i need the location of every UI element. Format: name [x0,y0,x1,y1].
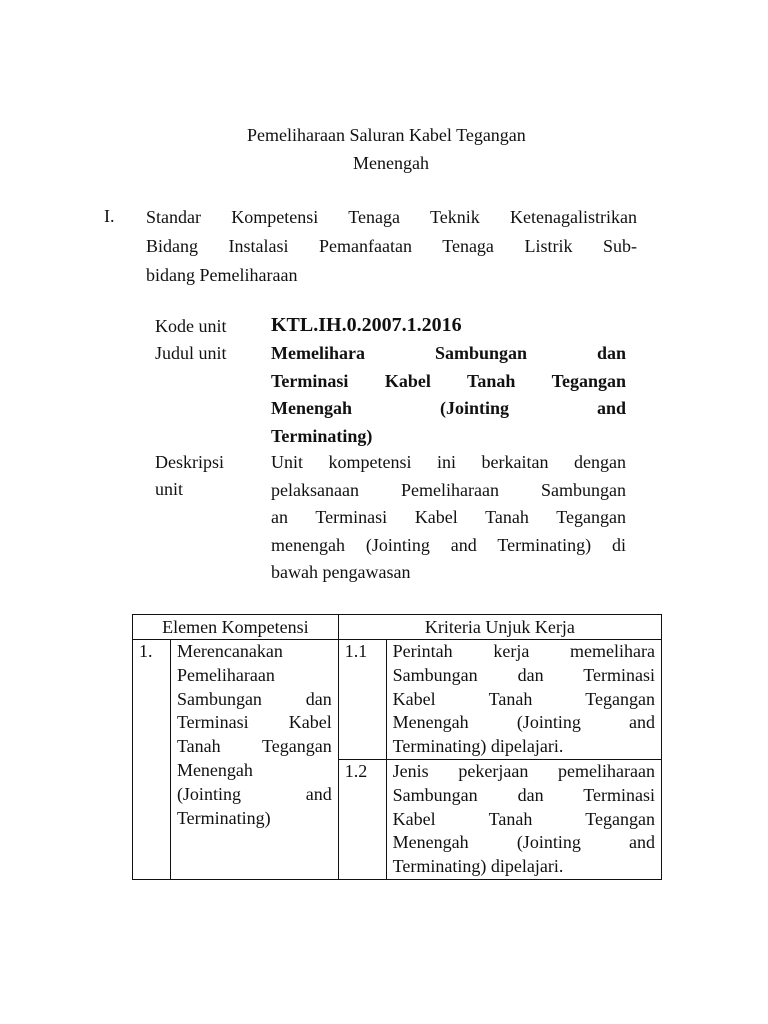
criteria-text [386,640,661,760]
criteria-line: Terminating) dipelajari. [392,856,564,877]
element-number: 1. [133,640,171,880]
criteria-text [386,759,661,879]
criteria-line: Jenis pekerjaan pemeliharaan [392,760,655,781]
judul-unit-line: Memelihara Sambungan dan [271,343,626,363]
deskripsi-label-line: Deskripsi [155,452,224,472]
criteria-number: 1.2 [338,759,386,879]
criteria-line: Menengah (Jointing and [392,712,655,733]
section-heading [146,203,637,290]
kode-unit-value: KTL.IH.0.2007.1.2016 [271,314,462,336]
judul-unit-line: Terminasi Kabel Tanah Tegangan [271,370,626,391]
element-line: Tanah Tegangan [176,736,332,757]
judul-unit-value [271,340,626,450]
section-heading-line: Standar Kompetensi Tenaga Teknik Ketenagalistrikan [146,207,637,227]
element-line: Terminasi Kabel [176,712,332,733]
deskripsi-line: bawah pengawasan [271,562,411,582]
criteria-line: Menengah (Jointing and [392,832,655,853]
criteria-line: Terminating) dipelajari. [392,736,564,757]
document-title-line-2: Menengah [353,153,429,173]
section-heading-line: Bidang Instalasi Pemanfaatan Tenaga Listrik Sub- [146,236,637,256]
judul-unit-label: Judul unit [155,343,227,363]
section-heading-line: bidang Pemeliharaan [146,265,298,285]
element-line: Sambungan dan [176,688,332,709]
deskripsi-line: Unit kompetensi ini berkaitan dengan [271,452,626,472]
element-line: Terminating) [176,807,271,828]
element-line: Merencanakan [176,641,283,661]
criteria-line: Sambungan dan Terminasi [392,784,655,805]
deskripsi-unit-value [271,449,626,587]
criteria-line: Perintah kerja memelihara [392,641,655,661]
criteria-line: Kabel Tanah Tegangan [392,808,655,829]
kode-unit-label: Kode unit [155,316,227,336]
element-line: Pemeliharaan [176,664,275,685]
element-line: Menengah [176,759,253,780]
document-title-line-1: Pemeliharaan Saluran Kabel Tegangan [247,125,526,145]
element-text [170,640,338,880]
table-header-row [133,615,662,640]
table-row [133,640,662,760]
judul-unit-line: Terminating) [271,425,373,446]
section-number: I. [104,206,115,226]
header-kriteria-unjuk-kerja: Kriteria Unjuk Kerja [338,615,661,640]
deskripsi-line: menengah (Jointing and Terminating) di [271,534,626,555]
deskripsi-line: an Terminasi Kabel Tanah Tegangan [271,507,626,527]
criteria-line: Kabel Tanah Tegangan [392,688,655,709]
deskripsi-label-line: unit [155,479,184,499]
criteria-number: 1.1 [338,640,386,760]
judul-unit-line: Menengah (Jointing and [271,398,626,418]
deskripsi-line: pelaksanaan Pemeliharaan Sambungan [271,479,626,500]
header-elemen-kompetensi: Elemen Kompetensi [133,615,339,640]
criteria-line: Sambungan dan Terminasi [392,664,655,685]
element-line: (Jointing and [176,783,332,804]
competency-table [132,614,662,880]
deskripsi-unit-label [155,449,224,503]
